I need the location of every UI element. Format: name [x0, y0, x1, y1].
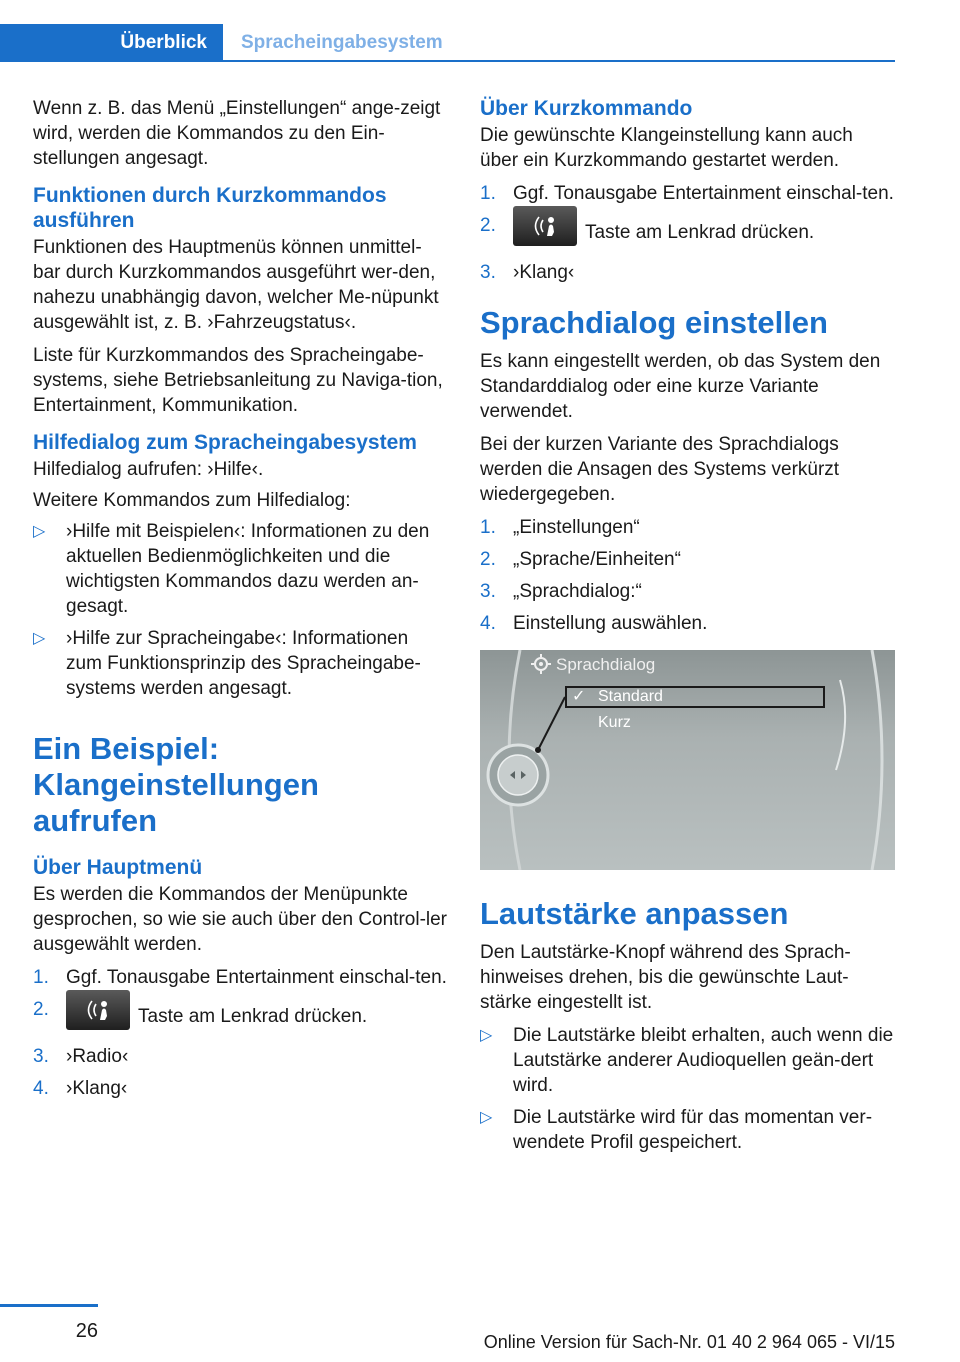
- list-item: 1. Ggf. Tonausgabe Entertainment einschal-ten.: [33, 967, 447, 988]
- screen-option-standard[interactable]: Standard: [598, 688, 663, 705]
- list-item: ▷ Die Lautstärke bleibt erhalten, auch wenn die Lautstärke anderer Audioquellen geän-dert wird.: [480, 1025, 894, 1096]
- heading-beispiel: Ein Beispiel: Klangeinstellungen aufrufen: [33, 731, 319, 838]
- list-item: 2. Taste am Lenkrad drücken.: [33, 997, 448, 1037]
- right-column: [480, 96, 895, 1162]
- list-item: 2. „Sprache/Einheiten“: [480, 549, 681, 570]
- voice-command-button-icon: [66, 990, 130, 1030]
- heading-hilfedialog: Hilfedialog zum Spracheingabesystem: [33, 431, 417, 454]
- heading-ueber-kurzkommando: Über Kurzkommando: [480, 97, 693, 120]
- screen-frame-graphic: [480, 650, 895, 870]
- paragraph-kurzkommandos-2: Liste für Kurzkommandos des Spracheingabe-systems, siehe Betriebsanleitung zu Naviga-tion, Entertainment, Kommunikation.: [33, 345, 443, 416]
- list-item: 3. „Sprachdialog:“: [480, 581, 642, 602]
- hauptmenue-steps: [33, 965, 448, 1101]
- paragraph-hilfedialog-2: Weitere Kommandos zum Hilfedialog:: [33, 490, 351, 511]
- list-item: 1. Ggf. Tonausgabe Entertainment einschal-ten.: [480, 183, 894, 204]
- list-item: 4. Einstellung auswählen.: [480, 613, 708, 634]
- triangle-bullet-icon: ▷: [33, 523, 46, 540]
- paragraph-ueber-kurzkommando: Die gewünschte Klangeinstellung kann auch über ein Kurzkommando gestartet werden.: [480, 125, 853, 171]
- triangle-bullet-icon: ▷: [33, 630, 46, 647]
- voice-command-button-icon: [513, 206, 577, 246]
- intro-paragraph: Wenn z. B. das Menü „Einstellungen“ ange-zeigt wird, werden die Kommandos zu den Ein-stellungen angesagt.: [33, 98, 441, 169]
- heading-lautstaerke: Lautstärke anpassen: [480, 896, 789, 931]
- lautstaerke-list: [480, 1023, 895, 1155]
- heading-kurzkommandos: Funktionen durch Kurzkommandos ausführen: [33, 184, 387, 232]
- footer-rule: [0, 1304, 98, 1307]
- triangle-bullet-icon: ▷: [480, 1109, 493, 1126]
- list-item: ▷ ›Hilfe mit Beispielen‹: Informationen zu den aktuellen Bedienmöglichkeiten und die wichtigsten Kommandos dazu werden an-gesagt.: [33, 521, 430, 617]
- page-number: 26: [75, 1320, 98, 1342]
- left-column: [33, 96, 448, 1108]
- online-version-note: Online Version für Sach-Nr. 01 40 2 964 065 - VI/15: [483, 1332, 895, 1352]
- paragraph-hauptmenue: Es werden die Kommandos der Menüpunkte gesprochen, so wie sie auch über den Control-ler ausgewählt werden.: [33, 884, 448, 955]
- heading-hauptmenue: Über Hauptmenü: [33, 856, 203, 879]
- list-item: 3. ›Klang‹: [480, 262, 575, 283]
- list-item: 3. ›Radio‹: [33, 1046, 129, 1067]
- gear-icon: [530, 653, 552, 675]
- list-item: 4. ›Klang‹: [33, 1078, 128, 1099]
- paragraph-sprachdialog-1: Es kann eingestellt werden, ob das System den Standarddialog oder eine kurze Variante verwendet.: [480, 351, 881, 422]
- heading-sprachdialog: Sprachdialog einstellen: [480, 305, 828, 340]
- list-item: 2. Taste am Lenkrad drücken.: [480, 213, 895, 253]
- tab-spracheingabesystem[interactable]: Spracheingabesystem: [241, 32, 443, 53]
- paragraph-lautstaerke: Den Lautstärke-Knopf während des Sprach-hinweises drehen, bis die gewünschte Laut-stärke eingestellt ist.: [480, 942, 851, 1013]
- header-rule: [223, 60, 895, 62]
- check-icon: ✓: [572, 688, 586, 705]
- tab-ueberblick[interactable]: Überblick: [0, 24, 223, 62]
- list-item: ▷ Die Lautstärke wird für das momentan ver-wendete Profil gespeichert.: [480, 1107, 873, 1153]
- sprachdialog-steps: [480, 515, 895, 636]
- kurzkommando-steps: [480, 181, 895, 285]
- list-item: ▷ ›Hilfe zur Spracheingabe‹: Informationen zum Funktionsprinzip des Spracheingabe-systems werden angesagt.: [33, 628, 421, 699]
- idrive-screen-figure: [480, 650, 895, 870]
- page-header: [0, 24, 895, 62]
- paragraph-sprachdialog-2: Bei der kurzen Variante des Sprachdialogs werden die Ansagen des Systems verkürzt wiedergegeben.: [480, 434, 840, 505]
- list-item: 1. „Einstellungen“: [480, 517, 640, 538]
- screen-menu-title: Sprachdialog: [556, 655, 656, 674]
- paragraph-hilfedialog-1: Hilfedialog aufrufen: ›Hilfe‹.: [33, 459, 264, 480]
- paragraph-kurzkommandos-1: Funktionen des Hauptmenüs können unmittel-bar durch Kurzkommandos ausgeführt wer-den, nahezu unabhängig davon, welcher Me-nüpunkt ausgewählt ist, z. B. ›Fahrzeugstatus‹.: [33, 237, 439, 333]
- screen-option-kurz[interactable]: Kurz: [598, 714, 631, 731]
- hilfe-list: [33, 519, 448, 701]
- triangle-bullet-icon: ▷: [480, 1027, 493, 1044]
